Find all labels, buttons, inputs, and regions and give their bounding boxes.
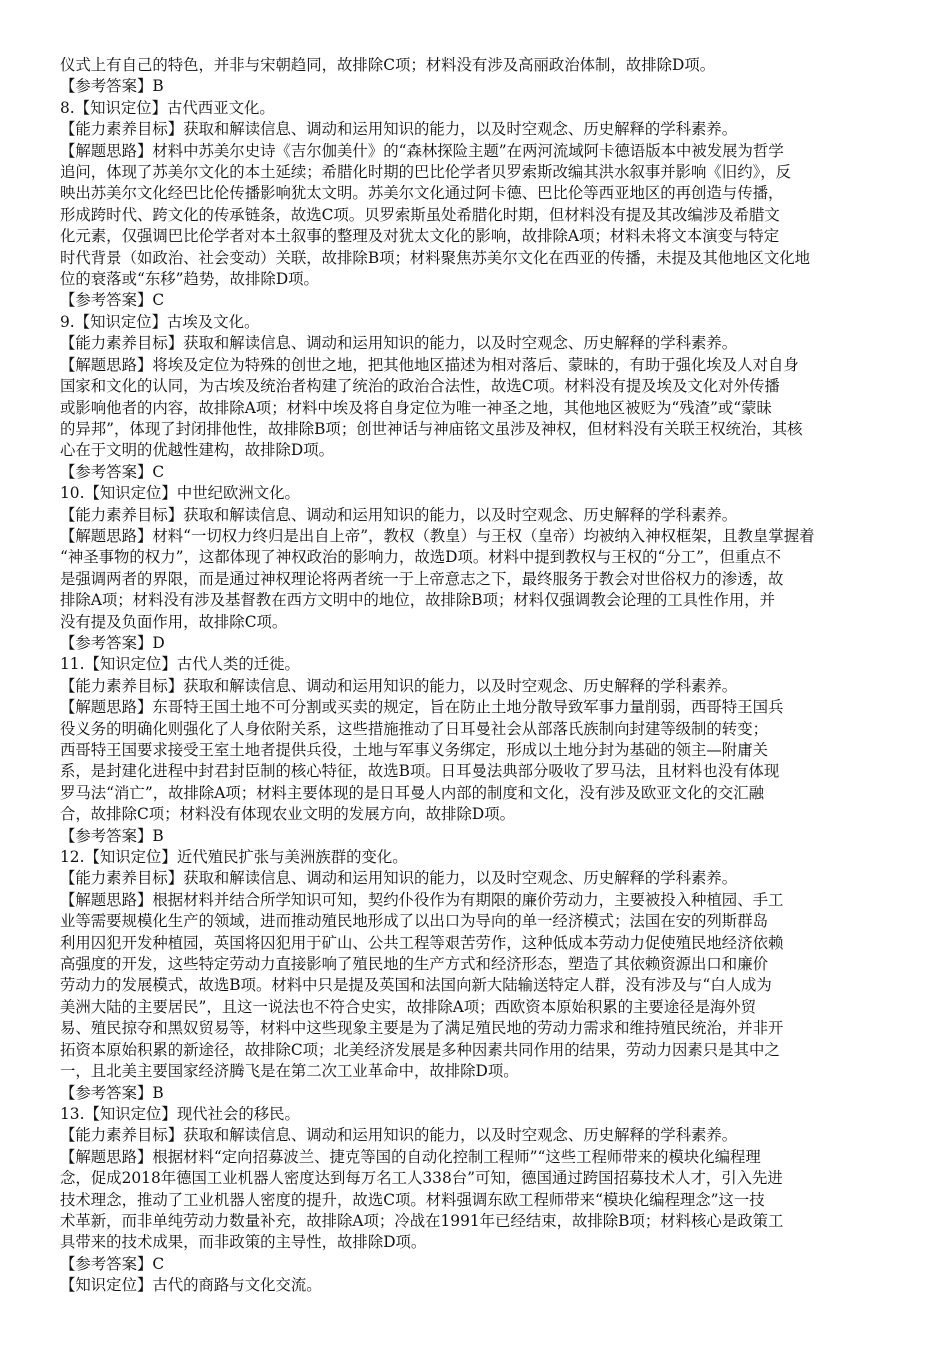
text-line: 追问，体现了苏美尔文化的本土延续；希腊化时期的巴比伦学者贝罗索斯改编其洪水叙事并影响《旧约》，反: [60, 163, 792, 182]
text-line: 国家和文化的认同，为古埃及统治者构建了统治的政治合法性，故选C项。材料没有提及埃及文化对外传播: [60, 377, 780, 396]
text-line: 【解题思路】材料中苏美尔史诗《吉尔伽美什》的“森林探险主题”在两河流域阿卡德语版本中被发展为哲学: [60, 141, 784, 160]
answer-line: 【参考答案】B: [60, 826, 164, 845]
text-line: 位的衰落或“东移”趋势，故排除D项。: [60, 270, 319, 289]
text-line: 【能力素养目标】获取和解读信息、调动和运用知识的能力，以及时空观念、历史解释的学科素养。: [60, 120, 738, 139]
text-line: 【知识定位】古代的商路与文化交流。: [60, 1276, 322, 1295]
text-line: 利用囚犯开发种植园，英国将囚犯用于矿山、公共工程等艰苦劳作，这种低成本劳动力促使殖民地经济依赖: [60, 933, 784, 952]
question-heading: 12.【知识定位】近代殖民扩张与美洲族群的变化。: [60, 848, 408, 867]
text-line: 业等需要规模化生产的领域，进而推动殖民地形成了以出口为导向的单一经济模式；法国在安的列斯群岛: [60, 912, 768, 931]
text-line: “神圣事物的权力”，这都体现了神权政治的影响力，故选D项。材料中提到教权与王权的“分工”，但重点不: [60, 548, 782, 567]
text-line: 【解题思路】材料“一切权力终归是出自上帝”，教权（教皇）与王权（皇帝）均被纳入神权框架，且教皇掌握着: [60, 526, 815, 545]
text-line: 【能力素养目标】获取和解读信息、调动和运用知识的能力，以及时空观念、历史解释的学科素养。: [60, 676, 738, 695]
question-9: [60, 312, 898, 483]
text-line: 形成跨时代、跨文化的传承链条，故选C项。贝罗索斯虽处希腊化时期，但材料没有提及其改编涉及希腊文: [60, 205, 780, 224]
answer-line: 【参考答案】B: [60, 1083, 164, 1102]
text-line: 没有提及负面作用，故排除C项。: [60, 612, 288, 631]
text-line: 【能力素养目标】获取和解读信息、调动和运用知识的能力，以及时空观念、历史解释的学科素养。: [60, 869, 738, 888]
question-heading: 9.【知识定位】古埃及文化。: [60, 312, 260, 331]
answer-line: 【参考答案】C: [60, 1254, 165, 1273]
text-line: 西哥特王国要求接受王室土地者提供兵役，土地与军事义务绑定，形成以土地分封为基础的领主—附庸关: [60, 741, 768, 759]
question-12: [60, 847, 898, 1104]
text-line: 易、殖民掠夺和黑奴贸易等，材料中这些现象主要是为了满足殖民地的劳动力需求和维持殖民统治，并非开: [60, 1019, 784, 1038]
text-line: 【解题思路】东哥特王国土地不可分割或买卖的规定，旨在防止土地分散导致军事力量削弱，西哥特王国兵: [60, 698, 784, 717]
text-line: 念，促成2018年德国工业机器人密度达到每万名工人338台”可知，德国通过跨国招募技术人才，引入先进: [60, 1169, 783, 1188]
text-line: 【解题思路】根据材料并结合所学知识可知，契约仆役作为有期限的廉价劳动力，主要被投入种植园、手工: [60, 890, 784, 909]
text-line: 【解题思路】将埃及定位为特殊的创世之地，把其他地区描述为相对落后、蒙昧的，有助于强化埃及人对自身: [60, 355, 799, 374]
text-line: 排除A项；材料没有涉及基督教在西方文明中的地位，故排除B项；材料仅强调教会论理的工具性作用，并: [60, 591, 776, 610]
text-line: 罗马法“消亡”，故排除A项；材料主要体现的是日耳曼人内部的制度和文化，没有涉及欧亚文化的交汇融: [60, 783, 765, 802]
text-line: 高强度的开发，这些特定劳动力直接影响了殖民地的生产方式和经济形态，塑造了其依赖资源出口和廉价: [60, 955, 768, 974]
answer-line: 【参考答案】C: [60, 462, 165, 481]
text-line: 术革新，而非单纯劳动力数量补充，故排除A项；冷战在1991年已经结束，故排除B项；材料核心是政策工: [60, 1211, 784, 1230]
question-heading: 11.【知识定位】古代人类的迁徙。: [60, 655, 300, 674]
answer-line: 【参考答案】C: [60, 291, 165, 310]
text-line: 技术理念，推动了工业机器人密度的提升，故选C项。材料强调东欧工程师带来“模块化编程理念”这一技: [60, 1190, 765, 1209]
text-line: 【能力素养目标】获取和解读信息、调动和运用知识的能力，以及时空观念、历史解释的学科素养。: [60, 505, 738, 524]
question-8: [60, 98, 898, 312]
text-line: 劳动力的发展模式，故选B项。材料中只是提及英国和法国向新大陆输送特定人群，没有涉及与“白人成为: [60, 976, 772, 995]
question-13: [60, 1104, 898, 1297]
question-heading: 10.【知识定位】中世纪欧洲文化。: [60, 484, 300, 503]
text-line: 时代背景（如政治、社会变动）关联，故排除B项；材料聚焦苏美尔文化在西亚的传播，未提及其他地区文化地: [60, 248, 811, 267]
text-line: 或影响他者的内容，故排除A项；材料中埃及将自身定位为唯一神圣之地，其他地区被贬为“残渣”或“蒙昧: [60, 398, 772, 417]
text-line: 合，故排除C项；材料没有体现农业文明的发展方向，故排除D项。: [60, 805, 516, 824]
question-heading: 13.【知识定位】现代社会的移民。: [60, 1104, 300, 1123]
text-line: 【能力素养目标】获取和解读信息、调动和运用知识的能力，以及时空观念、历史解释的学科素养。: [60, 1126, 738, 1145]
text-line: 役义务的明确化则强化了人身依附关系，这些措施推动了日耳曼社会从部落氏族制向封建等级制的转变；: [60, 719, 768, 738]
question-11: [60, 654, 898, 847]
text-line: 【解题思路】根据材料“定向招募波兰、捷克等国的自动化控制工程师”“这些工程师带来的模块化编程理: [60, 1147, 761, 1166]
text-line: 系，是封建化进程中封君封臣制的核心特征，故选B项。日耳曼法典部分吸收了罗马法，且材料也没有体现: [60, 762, 780, 781]
text-line: 一，且北美主要国家经济腾飞是在第二次工业革命中，故排除D项。: [60, 1062, 519, 1081]
text-line: 化元素，仅强调巴比伦学者对本土叙事的整理及对犹太文化的影响，故排除A项；材料未将文本演变与特定: [60, 227, 780, 246]
text-line: 心在于文明的优越性建构，故排除D项。: [60, 441, 334, 460]
text-line: 是强调两者的界限，而是通过神权理论将两者统一于上帝意志之下，最终服务于教会对世俗权力的渗透，故: [60, 569, 784, 588]
intro-block: [60, 55, 898, 98]
text-line: 具带来的技术成果，而非政策的主导性，故排除D项。: [60, 1233, 427, 1252]
text-line: 映出苏美尔文化经巴比伦传播影响犹太文明。苏美尔文化通过阿卡德、巴比伦等西亚地区的再创造与传播，: [60, 184, 784, 203]
answer-line: 【参考答案】B: [60, 77, 164, 96]
question-10: [60, 483, 898, 654]
text-line: 美洲大陆的主要居民”，且这一说法也不符合史实，故排除A项；西欧资本原始积累的主要途径是海外贸: [60, 997, 757, 1016]
text-line: 【能力素养目标】获取和解读信息、调动和运用知识的能力，以及时空观念、历史解释的学科素养。: [60, 334, 738, 353]
answer-line: 【参考答案】D: [60, 633, 165, 652]
text-line: 的异邦”，体现了封闭排他性，故排除B项；创世神话与神庙铭文虽涉及神权，但材料没有关联王权统治，其核: [60, 419, 803, 438]
question-heading: 8.【知识定位】古代西亚文化。: [60, 98, 275, 117]
text-line: 拓资本原始积累的新途径，故排除C项；北美经济发展是多种因素共同作用的结果，劳动力因素只是其中之: [60, 1040, 780, 1059]
text-line: 仪式上有自己的特色，并非与宋朝趋同，故排除C项；材料没有涉及高丽政治体制，故排除D项。: [60, 56, 716, 74]
